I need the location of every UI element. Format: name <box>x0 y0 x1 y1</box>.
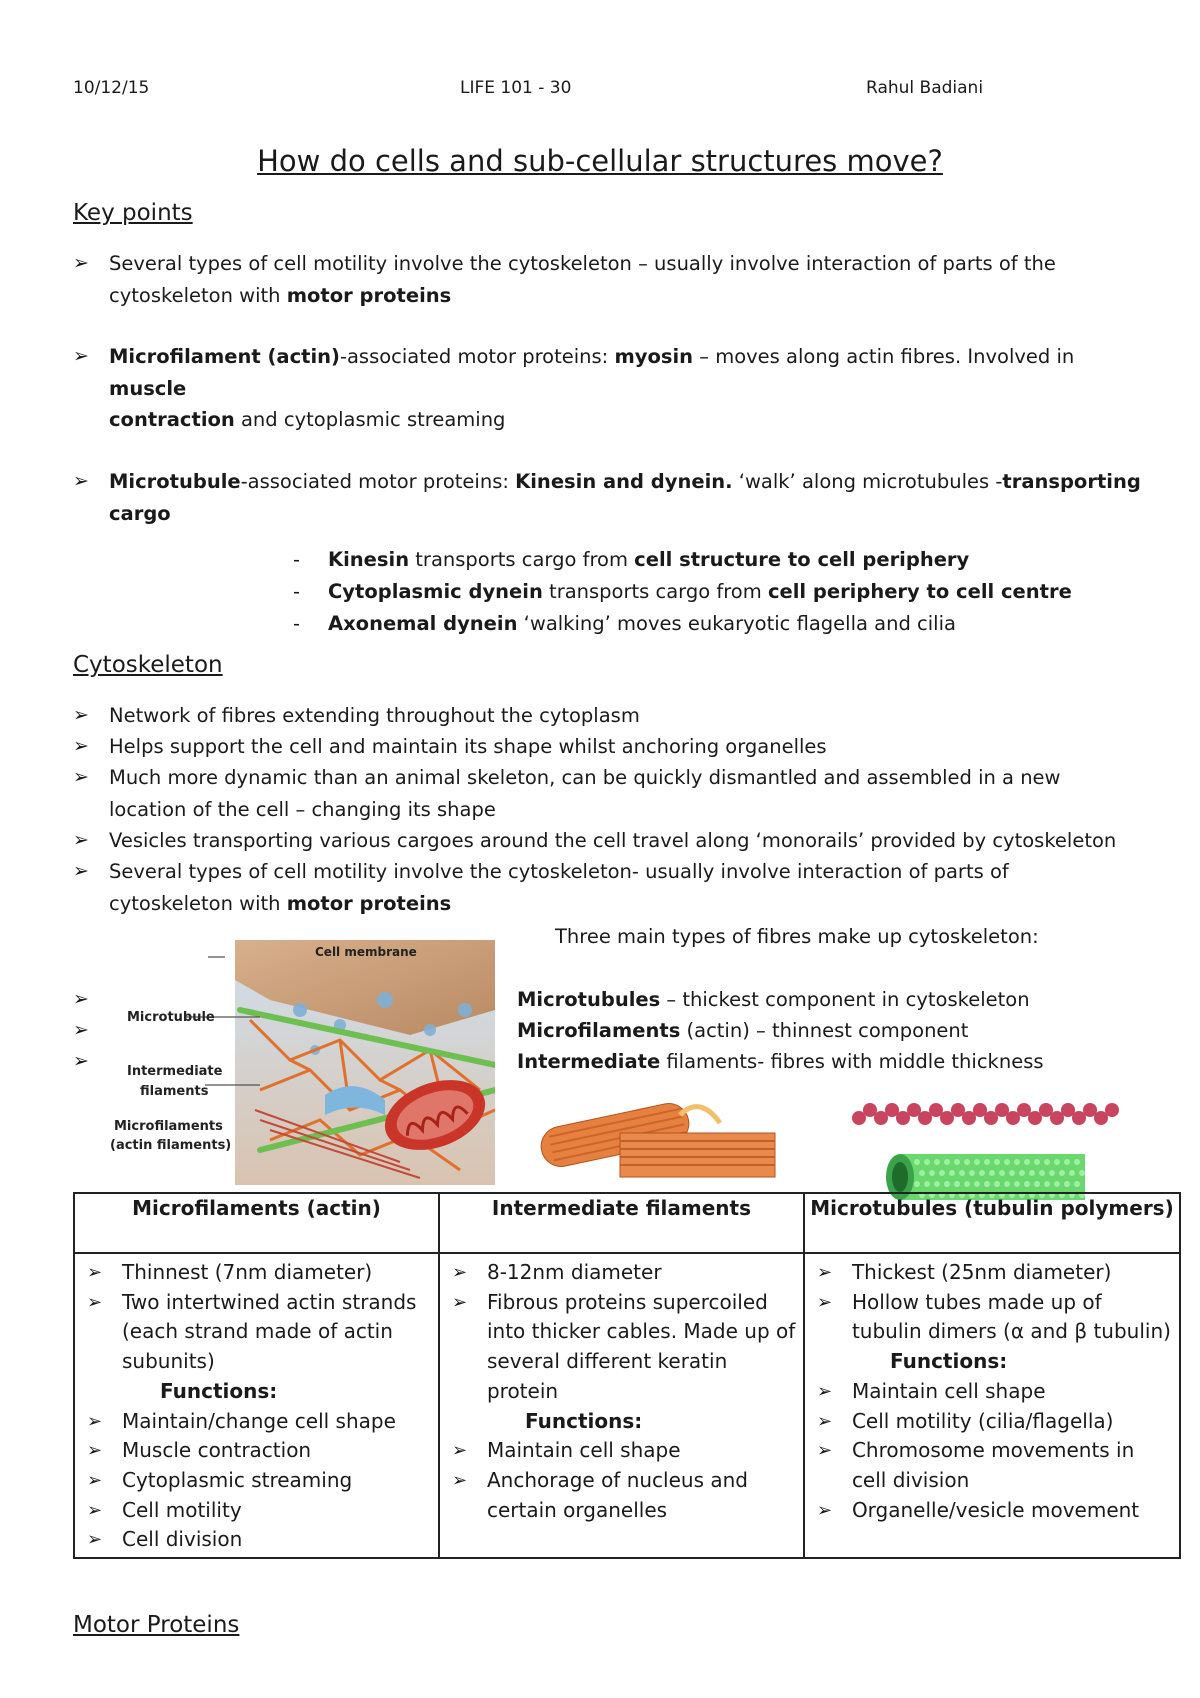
tubulin-dot <box>989 1170 995 1176</box>
tubulin-dot <box>1014 1159 1020 1165</box>
tubulin-dot <box>969 1170 975 1176</box>
tubulin-dot <box>984 1159 990 1165</box>
tubulin-dot <box>919 1170 925 1176</box>
arrow-bullet-icon: ➢ <box>87 1262 103 1283</box>
tubulin-dot <box>979 1170 985 1176</box>
tubulin-dot <box>1079 1170 1085 1176</box>
tubulin-dot <box>929 1170 935 1176</box>
tubulin-dot <box>1034 1159 1040 1165</box>
arrow-bullet-icon: ➢ <box>73 988 89 1010</box>
arrow-bullet-icon: ➢ <box>73 345 89 367</box>
arrow-bullet-icon: ➢ <box>87 1499 103 1521</box>
tubulin-dot <box>959 1170 965 1176</box>
table-list-item: ➢ 8-12nm diameter <box>440 1258 803 1288</box>
tubulin-dot <box>1039 1170 1045 1176</box>
arrow-bullet-icon: ➢ <box>73 704 89 726</box>
tubulin-dot <box>949 1170 955 1176</box>
tubulin-dot <box>974 1181 980 1187</box>
tubulin-dot <box>994 1181 1000 1187</box>
functions-label: Functions: <box>524 1408 643 1433</box>
arrow-bullet-icon: ➢ <box>816 1262 833 1283</box>
arrow-bullet-icon: ➢ <box>87 1469 103 1491</box>
tubulin-dot <box>1014 1181 1020 1187</box>
table-list-item: ➢ Fibrous proteins supercoiled into thicker cables. Made up of several different keratin protein <box>451 1289 796 1403</box>
tubulin-dot <box>954 1159 960 1165</box>
arrow-bullet-icon: ➢ <box>73 252 89 274</box>
tubulin-dot <box>1004 1181 1010 1187</box>
header-date: 10/12/15 <box>73 78 150 98</box>
arrow-bullet-icon: ➢ <box>451 1440 468 1462</box>
tubulin-dot <box>1024 1181 1030 1187</box>
header-author: Rahul Badiani <box>866 78 984 98</box>
table-list-item: ➢ Maintain cell shape <box>805 1377 1179 1407</box>
label-intermediate: Intermediate <box>127 1064 223 1079</box>
cytoskeleton-heading: Cytoskeleton <box>73 652 223 678</box>
tubulin-dot <box>1034 1181 1040 1187</box>
label-cell-membrane: Cell membrane <box>315 945 417 959</box>
table-header-intermediate: Intermediate filaments <box>439 1193 804 1253</box>
tubulin-dot <box>1074 1181 1080 1187</box>
tubulin-dot <box>1019 1170 1025 1176</box>
arrow-bullet-icon: ➢ <box>73 735 89 757</box>
arrow-bullet-icon: ➢ <box>816 1410 833 1432</box>
tubulin-dot <box>984 1181 990 1187</box>
tubulin-dot <box>1064 1181 1070 1187</box>
tubulin-dot <box>934 1159 940 1165</box>
arrow-bullet-icon: ➢ <box>87 1529 103 1551</box>
tubulin-dot <box>1054 1181 1060 1187</box>
table-list-item: ➢ Maintain cell shape <box>440 1436 803 1466</box>
tubulin-dot <box>1029 1170 1035 1176</box>
table-list-item: ➢ Thickest (25nm diameter) <box>805 1258 1179 1288</box>
arrow-bullet-icon: ➢ <box>816 1380 833 1402</box>
tubulin-dot <box>964 1159 970 1165</box>
functions-label: Functions: <box>160 1378 278 1403</box>
tubulin-dot <box>994 1159 1000 1165</box>
arrow-bullet-icon: ➢ <box>73 1050 89 1072</box>
table-list-item: ➢ Cell motility <box>75 1496 438 1526</box>
tubulin-dot <box>1004 1159 1010 1165</box>
arrow-bullet-icon: ➢ <box>73 1019 89 1041</box>
tubulin-dot <box>934 1181 940 1187</box>
key-points-heading: Key points <box>73 200 193 226</box>
table-list-item: ➢ Chromosome movements in cell division <box>816 1438 1135 1492</box>
label-microtubule: Microtubule <box>127 1010 215 1025</box>
arrow-bullet-icon: ➢ <box>451 1291 468 1313</box>
table-header-microfilaments: Microfilaments (actin) <box>74 1193 439 1253</box>
arrow-bullet-icon: ➢ <box>87 1291 103 1313</box>
page-title: How do cells and sub-cellular structures move? <box>257 144 943 178</box>
tubulin-dot <box>939 1170 945 1176</box>
table-list-item: ➢ Anchorage of nucleus and certain organelles <box>451 1467 748 1522</box>
actin-bead <box>1105 1103 1119 1117</box>
table-list-item: ➢ Cell division <box>75 1525 438 1555</box>
functions-label: Functions: <box>889 1349 1008 1374</box>
tubulin-dot <box>924 1181 930 1187</box>
tubulin-dot <box>914 1181 920 1187</box>
label-filaments: filaments <box>140 1084 209 1099</box>
fibre-type-item: Intermediate filaments- fibres with middle thickness <box>517 1050 1044 1073</box>
arrow-bullet-icon: ➢ <box>73 470 89 492</box>
tubulin-dot <box>1054 1159 1060 1165</box>
label-microfilaments: Microfilaments <box>114 1119 223 1134</box>
fibre-type-item: Microtubules – thickest component in cytoskeleton <box>517 988 1030 1011</box>
tubulin-dot <box>1044 1159 1050 1165</box>
tubulin-dot <box>1009 1170 1015 1176</box>
table-cell-intermediate <box>439 1253 804 1558</box>
cytoskeleton-diagram <box>110 940 495 1185</box>
arrow-bullet-icon: ➢ <box>451 1262 468 1283</box>
table-list-item: ➢ Two intertwined actin strands (each strand made of actin subunits) <box>87 1289 417 1374</box>
header-course: LIFE 101 - 30 <box>460 78 572 98</box>
tubulin-dot <box>1064 1159 1070 1165</box>
tubulin-dot <box>944 1159 950 1165</box>
tubulin-dot <box>924 1159 930 1165</box>
table-header-microtubules: Microtubules (tubulin polymers) <box>804 1193 1180 1253</box>
label-actin-filaments: (actin filaments) <box>110 1138 232 1153</box>
arrow-bullet-icon: ➢ <box>87 1440 103 1462</box>
tubulin-dot <box>1049 1170 1055 1176</box>
three-types-intro: Three main types of fibres make up cytoskeleton: <box>555 925 1039 948</box>
arrow-bullet-icon: ➢ <box>451 1469 468 1491</box>
tubulin-dot <box>1044 1181 1050 1187</box>
tubulin-dot <box>974 1159 980 1165</box>
tubulin-dot <box>914 1159 920 1165</box>
tubulin-dot <box>944 1181 950 1187</box>
tubulin-dot <box>1074 1159 1080 1165</box>
arrow-bullet-icon: ➢ <box>87 1410 103 1432</box>
motor-proteins-heading: Motor Proteins <box>73 1612 240 1638</box>
tubulin-dot <box>954 1181 960 1187</box>
arrow-bullet-icon: ➢ <box>816 1499 833 1521</box>
table-cell-microtubules <box>804 1253 1180 1558</box>
fibre-type-item: Microfilaments (actin) – thinnest component <box>517 1019 969 1042</box>
intermediate-filament-illustration <box>540 1095 780 1180</box>
arrow-bullet-icon: ➢ <box>73 860 89 882</box>
table-cell-microfilaments <box>74 1253 439 1558</box>
tubulin-dot <box>1059 1170 1065 1176</box>
arrow-bullet-icon: ➢ <box>816 1291 833 1313</box>
fibre-comparison-table <box>73 1192 1181 1559</box>
table-list-item: ➢ Cell motility (cilia/flagella) <box>805 1407 1179 1437</box>
table-list-item: ➢ Cytoplasmic streaming <box>75 1466 438 1496</box>
table-list-item: ➢ Hollow tubes made up of tubulin dimers (α and β tubulin) <box>816 1289 1171 1344</box>
tubulin-dot <box>999 1170 1005 1176</box>
tubulin-dot <box>964 1181 970 1187</box>
table-list-item: ➢ Thinnest (7nm diameter) <box>75 1258 438 1288</box>
arrow-bullet-icon: ➢ <box>816 1440 833 1462</box>
table-list-item: ➢ Maintain/change cell shape <box>75 1407 438 1437</box>
tubulin-dot <box>1069 1170 1075 1176</box>
table-list-item: ➢ Organelle/vesicle movement <box>805 1496 1179 1526</box>
tubulin-dot <box>1024 1159 1030 1165</box>
arrow-bullet-icon: ➢ <box>73 829 89 851</box>
table-list-item: ➢ Muscle contraction <box>75 1436 438 1466</box>
arrow-bullet-icon: ➢ <box>73 766 89 788</box>
